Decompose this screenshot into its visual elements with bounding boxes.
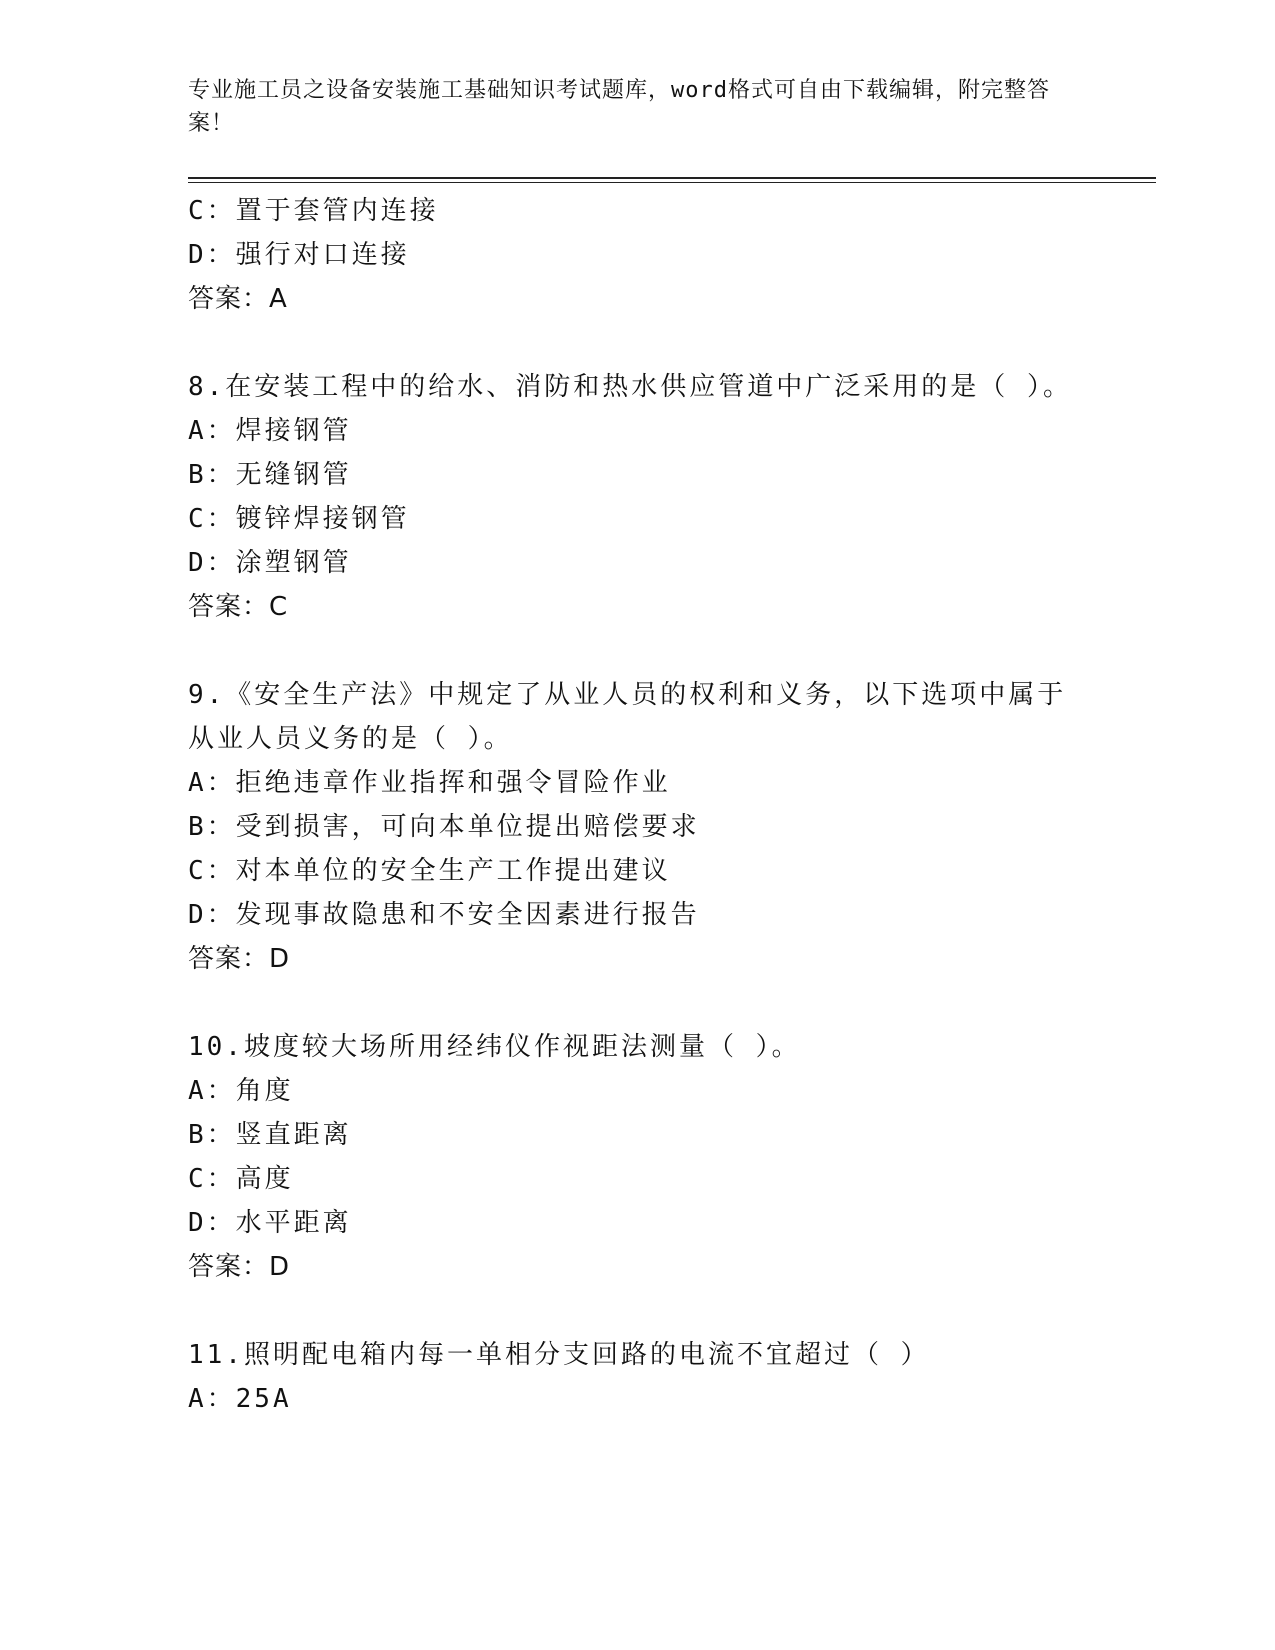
q8-option-d: D：涂塑钢管 [188, 548, 352, 578]
header-divider-thin [188, 182, 1156, 183]
q11-option-a: A：25A [188, 1384, 292, 1414]
q7-option-c: C：置于套管内连接 [188, 196, 439, 226]
q9-question-line2: 从业人员义务的是（ ）。 [188, 724, 513, 754]
document-header: 专业施工员之设备安装施工基础知识考试题库，word格式可自由下载编辑，附完整答案！ [188, 78, 1050, 136]
q9-question-line1: 9.《安全生产法》中规定了从业人员的权利和义务，以下选项中属于 [188, 680, 1067, 710]
q8-question: 8.在安装工程中的给水、消防和热水供应管道中广泛采用的是（ ）。 [188, 372, 1072, 402]
q9-option-c: C：对本单位的安全生产工作提出建议 [188, 856, 671, 886]
q10-option-c: C：高度 [188, 1164, 294, 1194]
q8-option-a: A：焊接钢管 [188, 416, 352, 446]
q7-answer: 答案：A [188, 284, 288, 314]
q9-answer: 答案：D [188, 944, 291, 974]
header-divider [188, 177, 1156, 179]
q10-option-d: D：水平距离 [188, 1208, 352, 1238]
q10-option-a: A：角度 [188, 1076, 294, 1106]
q10-option-b: B：竖直距离 [188, 1120, 352, 1150]
q9-option-b: B：受到损害，可向本单位提出赔偿要求 [188, 812, 700, 842]
q10-question: 10.坡度较大场所用经纬仪作视距法测量（ ）。 [188, 1032, 801, 1062]
q10-answer: 答案：D [188, 1252, 291, 1282]
q8-option-b: B：无缝钢管 [188, 460, 352, 490]
q7-option-d: D：强行对口连接 [188, 240, 410, 270]
q9-option-d: D：发现事故隐患和不安全因素进行报告 [188, 900, 700, 930]
q8-answer: 答案：C [188, 592, 289, 622]
q8-option-c: C：镀锌焊接钢管 [188, 504, 410, 534]
q11-question: 11.照明配电箱内每一单相分支回路的电流不宜超过（ ） [188, 1340, 930, 1370]
q9-option-a: A：拒绝违章作业指挥和强令冒险作业 [188, 768, 671, 798]
